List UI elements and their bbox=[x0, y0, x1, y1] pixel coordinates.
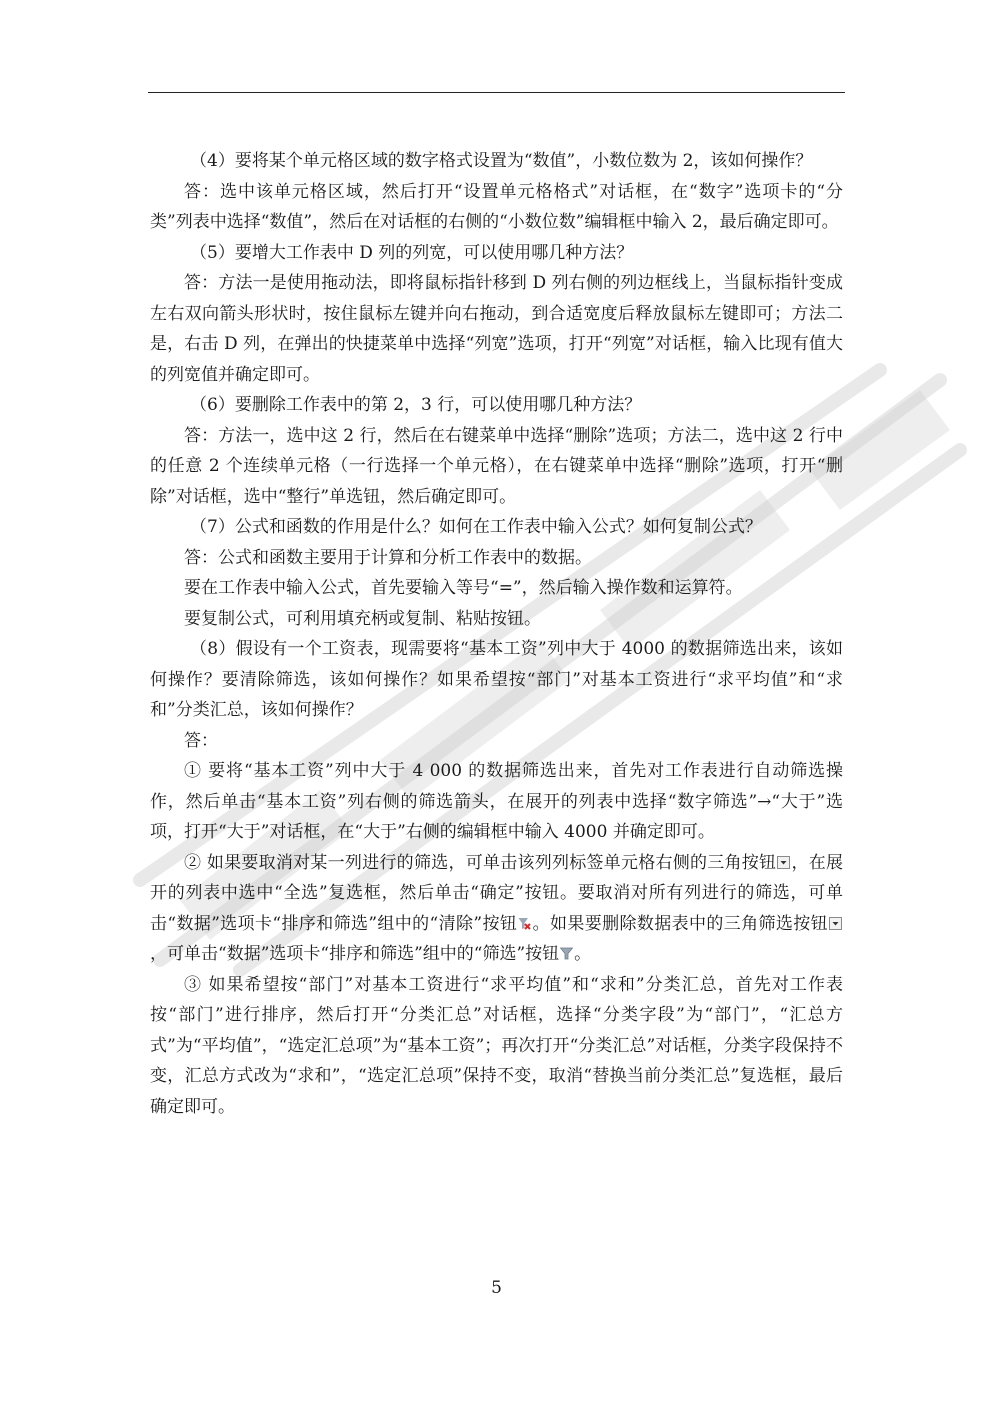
question-8: （8）假设有一个工资表，现需要将“基本工资”列中大于 4000 的数据筛选出来，该如何操作？要清除筛选，该如何操作？如果希望按“部门”对基本工资进行“求平均值”和“求和”分类汇总，该如何操作？ bbox=[150, 639, 843, 720]
step-2-text-d: ，可单击“数据”选项卡“排序和筛选”组中的“筛选”按钮 bbox=[150, 944, 560, 964]
question-6: （6）要删除工作表中的第 2，3 行，可以使用哪几种方法？ bbox=[190, 395, 642, 415]
answer-7-extra-2: 要复制公式，可利用填充柄或复制、粘贴按钮。 bbox=[184, 608, 541, 629]
answer-4: 答：选中该单元格区域，然后打开“设置单元格格式”对话框，在“数字”选项卡的“分类”列表中选择“数值”，然后在对话框的右侧的“小数位数”编辑框中输入 2，最后确定即可。 bbox=[150, 181, 843, 232]
page-number: 5 bbox=[491, 1278, 502, 1298]
clear-filter-icon bbox=[518, 917, 531, 930]
dropdown-arrow-icon bbox=[829, 917, 842, 930]
step-2-text-c: 。如果要删除数据表中的三角筛选按钮 bbox=[532, 913, 828, 934]
answer-5: 答：方法一是使用拖动法，即将鼠标指针移到 D 列右侧的列边框线上，当鼠标指针变成左右双向箭头形状时，按住鼠标左键并向右拖动，到合适宽度后释放鼠标左键即可；方法二是，右击 D 列，在弹出的快捷菜单中选择“列宽”选项，打开“列宽”对话框，输入比现有值大的列宽值并确定即可。 bbox=[150, 273, 843, 385]
question-7: （7）公式和函数的作用是什么？如何在工作表中输入公式？如何复制公式？ bbox=[190, 517, 762, 537]
answer-8-step-2 bbox=[150, 848, 843, 970]
question-4: （4）要将某个单元格区域的数字格式设置为“数值”，小数位数为 2，该如何操作？ bbox=[190, 151, 813, 171]
answer-8-label: 答： bbox=[184, 730, 218, 751]
answer-6: 答：方法一，选中这 2 行，然后在右键菜单中选择“删除”选项；方法二，选中这 2 行中的任意 2 个连续单元格（一行选择一个单元格），在右键菜单中选择“删除”选项，打开“删除”对话框，选中“整行”单选钮，然后确定即可。 bbox=[150, 425, 843, 507]
answer-8-step-1: ① 要将“基本工资”列中大于 4 000 的数据筛选出来，首先对工作表进行自动筛选操作，然后单击“基本工资”列右侧的筛选箭头，在展开的列表中选择“数字筛选”→“大于”选项，打开“大于”对话框，在“大于”右侧的编辑框中输入 4000 并确定即可。 bbox=[150, 761, 843, 842]
header-rule bbox=[148, 92, 845, 93]
answer-7-extra-1: 要在工作表中输入公式，首先要输入等号“=”，然后输入操作数和运算符。 bbox=[184, 578, 743, 598]
step-2-text-e: 。 bbox=[574, 944, 592, 964]
page-content bbox=[150, 146, 843, 1122]
question-5: （5）要增大工作表中 D 列的列宽，可以使用哪几种方法？ bbox=[190, 242, 634, 263]
answer-7: 答：公式和函数主要用于计算和分析工作表中的数据。 bbox=[184, 547, 592, 568]
step-2-text-b: ，在展开的列表中选中“全选”复选框，然后单击“确定”按钮。要取消对所有列进行的筛选，可单击“数据”选项卡“排序和筛选”组中的“清除”按钮 bbox=[150, 852, 844, 934]
dropdown-arrow-icon bbox=[777, 856, 790, 869]
filter-funnel-icon bbox=[560, 947, 573, 960]
answer-8-step-3: ③ 如果希望按“部门”对基本工资进行“求平均值”和“求和”分类汇总，首先对工作表按“部门”进行排序，然后打开“分类汇总”对话框，选择“分类字段”为“部门”，“汇总方式”为“平均值”，“选定汇总项”为“基本工资”；再次打开“分类汇总”对话框，分类字段保持不变，汇总方式改为“求和”，“选定汇总项”保持不变，取消“替换当前分类汇总”复选框，最后确定即可。 bbox=[150, 974, 843, 1117]
step-2-text-a: ② 如果要取消对某一列进行的筛选，可单击该列列标签单元格右侧的三角按钮 bbox=[184, 852, 777, 873]
